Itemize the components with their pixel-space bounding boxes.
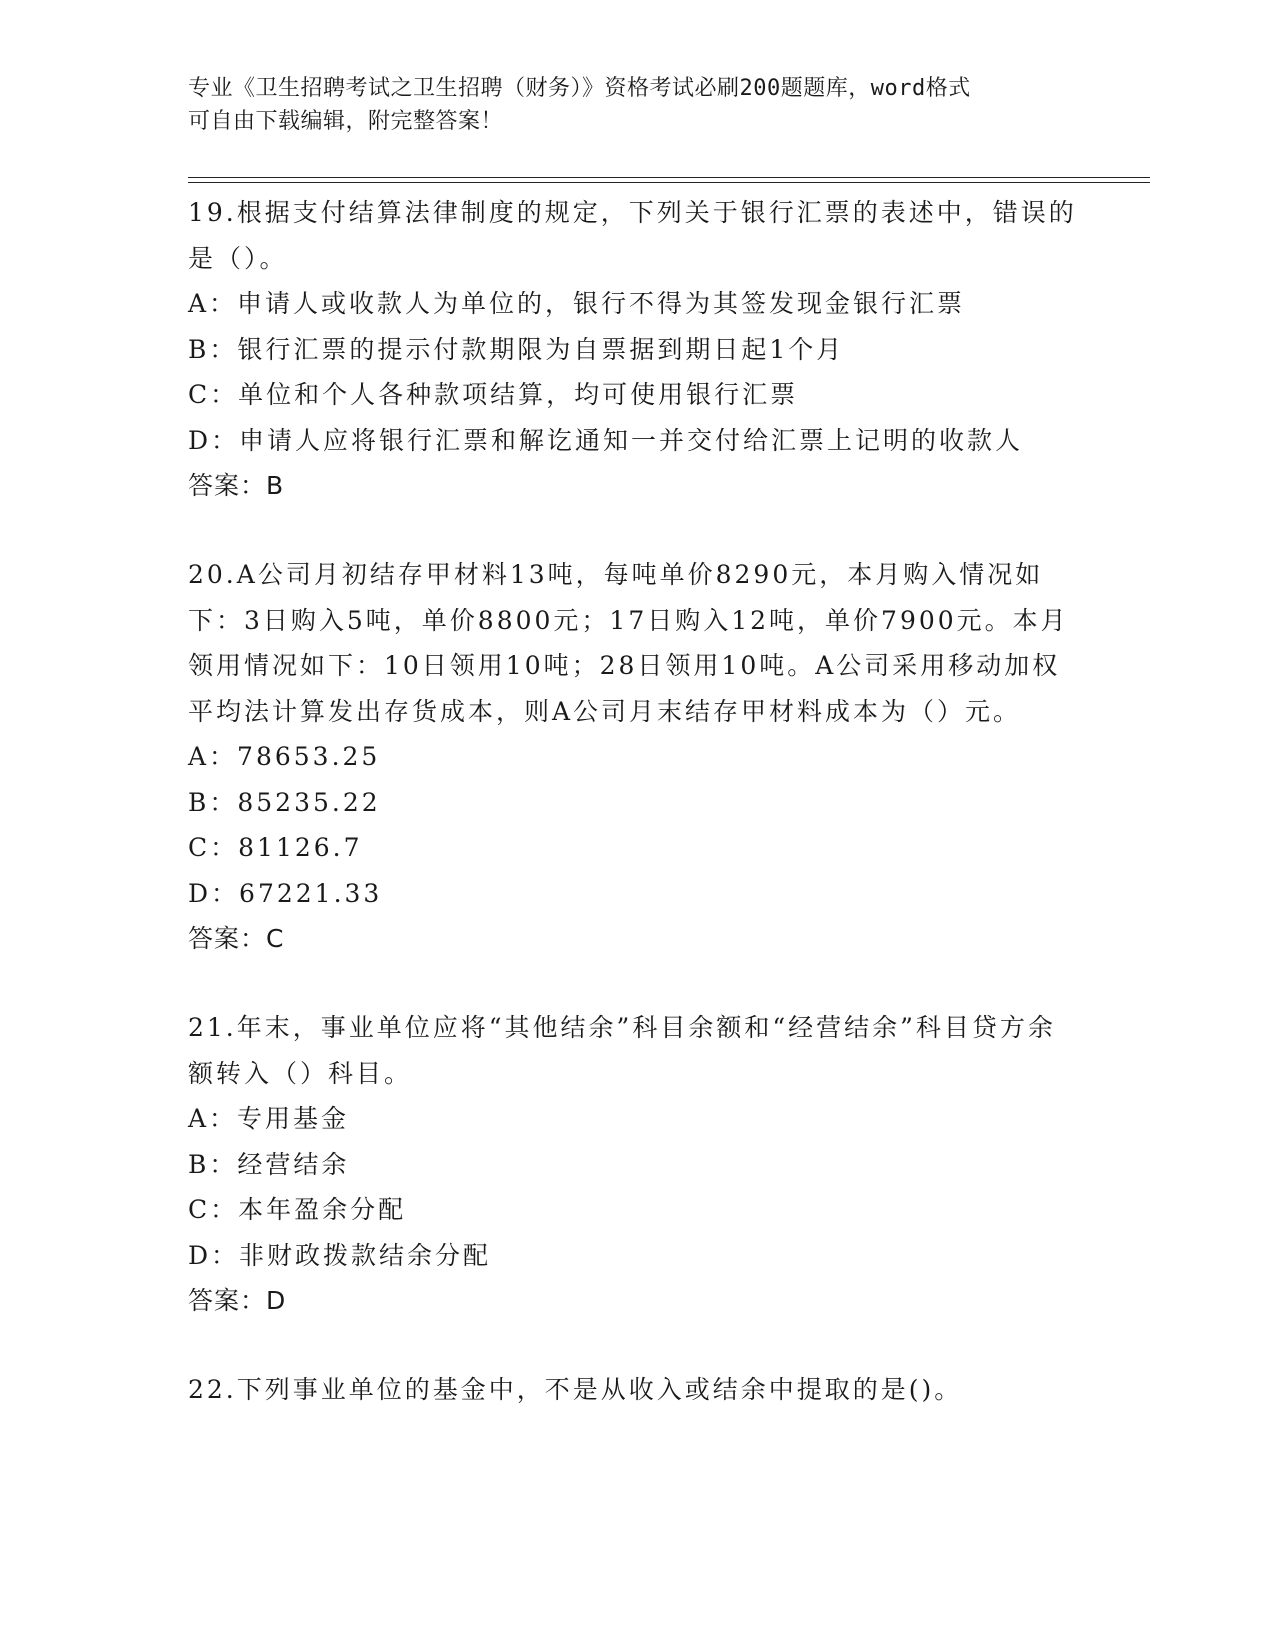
option-c: C：单位和个人各种款项结算，均可使用银行汇票 (188, 380, 799, 409)
option-b: B：85235.22 (188, 787, 381, 817)
header-line-2: 可自由下载编辑，附完整答案！ (188, 109, 504, 134)
header-divider-bottom (188, 182, 1150, 183)
answer-label: 答案：C (188, 924, 285, 953)
option-d: D：67221.33 (188, 878, 383, 908)
header-divider-top (188, 177, 1150, 178)
question-20 (188, 552, 1078, 961)
answer-label: 答案：B (188, 471, 285, 500)
question-stem: 21.年末，事业单位应将“其他结余”科目余额和“经营结余”科目贷方余额转入（）科目。 (188, 1013, 1056, 1088)
option-d: D：非财政拨款结余分配 (188, 1240, 492, 1270)
question-21 (188, 1005, 1078, 1323)
header-line-1: 专业《卫生招聘考试之卫生招聘（财务）》资格考试必刷200题题库，word格式 (188, 76, 971, 101)
question-stem: 22.下列事业单位的基金中，不是从收入或结余中提取的是()。 (188, 1375, 963, 1404)
option-c: C：81126.7 (188, 833, 363, 862)
question-list (188, 190, 1078, 1413)
document-header (188, 72, 1068, 138)
option-a: A：78653.25 (188, 742, 381, 771)
question-22 (188, 1367, 1078, 1413)
answer-label: 答案：D (188, 1286, 287, 1315)
option-b: B：银行汇票的提示付款期限为自票据到期日起1个月 (188, 334, 845, 364)
option-d: D：申请人应将银行汇票和解讫通知一并交付给汇票上记明的收款人 (188, 425, 1024, 455)
question-19 (188, 190, 1078, 508)
option-a: A：申请人或收款人为单位的，银行不得为其签发现金银行汇票 (188, 289, 966, 318)
question-stem: 19.根据支付结算法律制度的规定，下列关于银行汇票的表述中，错误的是（）。 (188, 198, 1077, 273)
option-c: C：本年盈余分配 (188, 1195, 407, 1224)
question-stem: 20.A公司月初结存甲材料13吨，每吨单价8290元，本月购入情况如下：3日购入5吨，单价8800元；17日购入12吨，单价7900元。本月领用情况如下：10日领用10吨；28日领用10吨。A公司采用移动加权平均法计算发出存货成本，则A公司月末结存甲材料成本为（）元。 (188, 560, 1069, 726)
option-b: B：经营结余 (188, 1149, 350, 1179)
option-a: A：专用基金 (188, 1104, 350, 1133)
